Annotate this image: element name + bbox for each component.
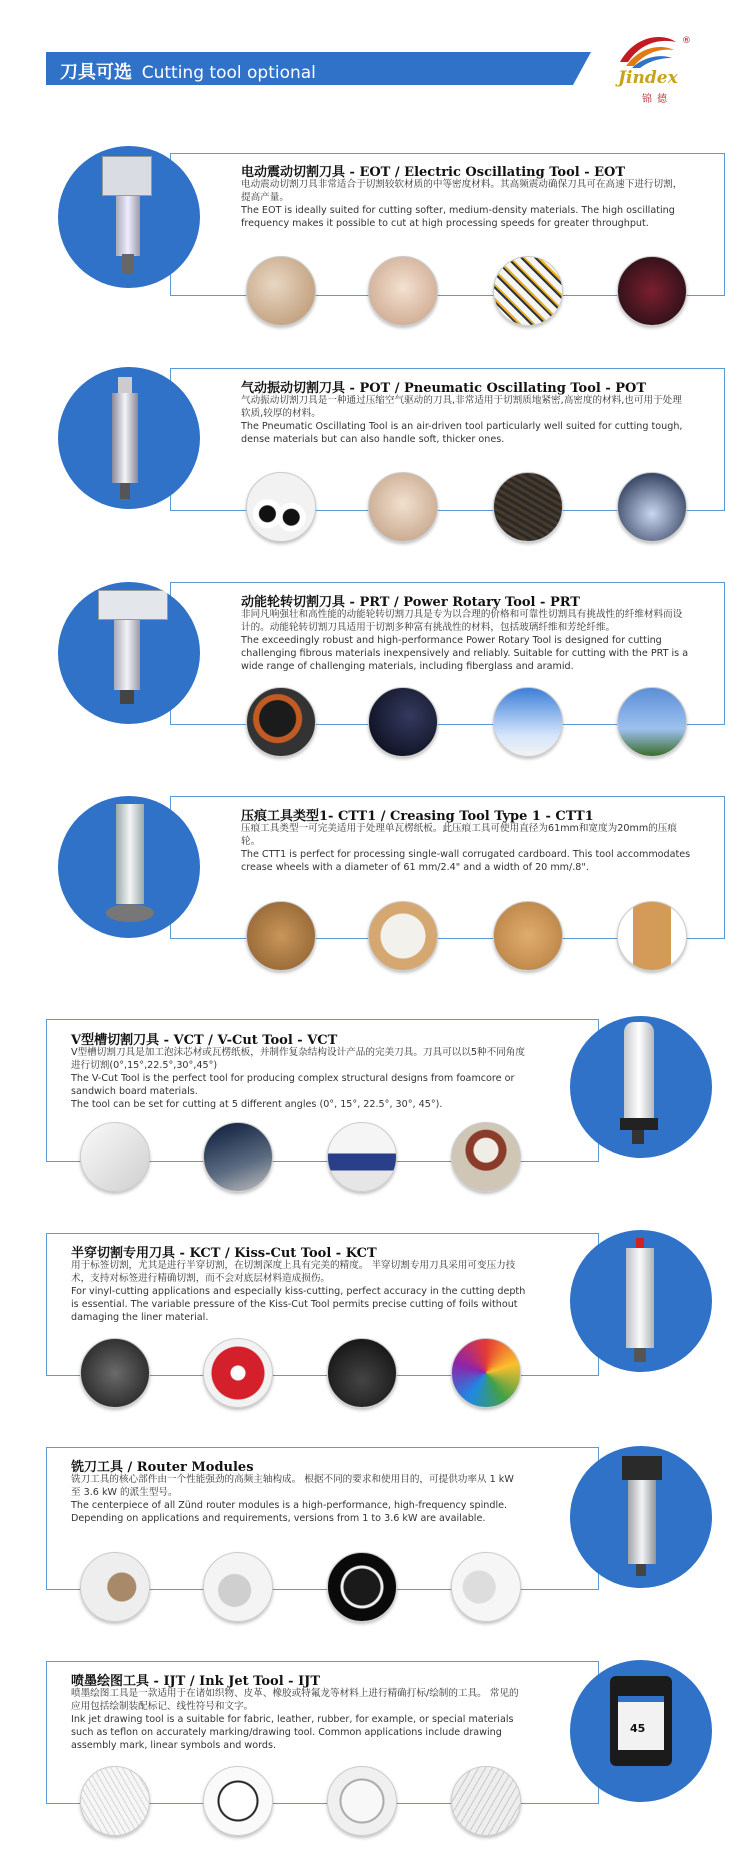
sample-thumbnail	[327, 1122, 397, 1192]
description-cn: V型槽切割刀具是加工泡沫芯材或瓦楞纸板，并制作复杂结构设计产品的完美刀具。刀具可以以5种不同角度进行切割(0°,15°,22.5°,30°,45°)	[71, 1047, 525, 1071]
section-title: 压痕工具类型1- CTT1 / Creasing Tool Type 1 - CTT1	[241, 809, 594, 824]
section-ctt1	[0, 787, 750, 947]
sample-thumbnail	[203, 1338, 273, 1408]
sample-thumbnail	[203, 1122, 273, 1192]
sample-thumbnail	[246, 256, 316, 326]
sample-thumbnail	[203, 1766, 273, 1836]
description-cn: 压痕工具类型一可完美适用于处理单瓦楞纸板。此压痕工具可使用直径为61mm和宽度为20mm的压痕轮。	[241, 823, 677, 847]
description-en-2: The tool can be set for cutting at 5 different angles (0°, 15°, 22.5°, 30°, 45°).	[71, 1099, 443, 1110]
logo-wordmark-cn: 锦德	[642, 94, 672, 105]
sample-thumbnail	[246, 472, 316, 542]
sample-thumbnail	[493, 472, 563, 542]
sample-thumbnail	[246, 687, 316, 757]
section-title: 半穿切割专用刀具 - KCT / Kiss-Cut Tool - KCT	[71, 1246, 377, 1261]
tool-image-router	[570, 1446, 712, 1588]
description-cn: 用于标签切割，尤其是进行半穿切割，在切割深度上具有完美的精度。 半穿切割专用刀具采用可变压力技术，支持对标签进行精确切割，而不会对底层材料造成损伤。	[71, 1260, 516, 1284]
section-title: 气动振动切割刀具 - POT / Pneumatic Oscillating Tool - POT	[241, 381, 647, 396]
tool-image-ijt	[570, 1660, 712, 1802]
description-en: Ink jet drawing tool is a suitable for fabric, leather, rubber, for example, or special materials such as teflon on accurately marking/drawing tool. Common applications include drawing assembly mark, linear symbols and words.	[71, 1714, 514, 1751]
tool-image-eot	[58, 146, 200, 288]
sample-thumbnail	[327, 1338, 397, 1408]
sample-thumbnail	[368, 687, 438, 757]
description-cn: 非同凡响强壮和高性能的动能轮转切割刀具是专为以合理的价格和可靠性切割具有挑战性的纤维材料而设计的。动能轮转切割刀具适用于切割多种富有挑战性的材料，包括玻璃纤维和芳纶纤维。	[241, 609, 683, 633]
sample-thumbnail	[246, 901, 316, 971]
tool-image-prt	[58, 582, 200, 724]
page-title-en: Cutting tool optional	[141, 63, 316, 83]
section-description	[241, 822, 691, 874]
section-pot	[0, 359, 750, 519]
section-description	[71, 1046, 526, 1111]
sample-thumbnail	[327, 1552, 397, 1622]
description-cn: 喷墨绘图工具是一款适用于在诸如织物、皮革、橡胶或特氟龙等材料上进行精确打标/绘制的工具。 常见的应用包括绘制装配标记、线性符号和文字。	[71, 1688, 519, 1712]
section-description	[241, 608, 691, 673]
tool-image-ctt1	[58, 796, 200, 938]
registered-mark: ®	[682, 36, 691, 46]
description-cn: 铣刀工具的核心部件由一个性能强劲的高频主轴构成。 根据不同的要求和使用目的，可提供功率从 1 kW 至 3.6 kW 的派生型号。	[71, 1474, 514, 1498]
tool-image-kct	[570, 1230, 712, 1372]
section-title: 动能轮转切割刀具 - PRT / Power Rotary Tool - PRT	[241, 595, 580, 610]
sample-thumbnail	[451, 1122, 521, 1192]
sample-thumbnail	[80, 1552, 150, 1622]
sample-thumbnail	[451, 1338, 521, 1408]
section-ijt	[0, 1652, 750, 1852]
section-eot	[0, 143, 750, 303]
page-title-cn: 刀具可选	[60, 62, 132, 83]
description-cn: 气动振动切割刀具是一种通过压缩空气驱动的刀具,非常适用于切割质地紧密,高密度的材料,也可用于处理软质,较厚的材料。	[241, 395, 682, 419]
sample-thumbnail	[451, 1552, 521, 1622]
logo-wordmark: Jindex	[618, 68, 678, 88]
section-kct	[0, 1224, 750, 1384]
cartridge-label: 45	[630, 1722, 646, 1735]
sample-thumbnail	[493, 687, 563, 757]
section-prt	[0, 573, 750, 733]
logo-swoosh-icon	[614, 32, 684, 72]
sample-thumbnail	[80, 1122, 150, 1192]
sample-thumbnail	[617, 901, 687, 971]
sample-thumbnail	[617, 472, 687, 542]
sample-thumbnail	[617, 256, 687, 326]
page-title	[60, 58, 316, 84]
section-title: 铣刀工具 / Router Modules	[71, 1460, 254, 1475]
description-en: The CTT1 is perfect for processing single-wall corrugated cardboard. This tool accommodates crease wheels with a diameter of 61 mm/2.4" and a width of 20 mm/.8".	[241, 849, 691, 873]
sample-thumbnail	[80, 1766, 150, 1836]
section-vct	[0, 1009, 750, 1169]
description-en: The Pneumatic Oscillating Tool is an air-driven tool particularly well suited for cutting tough, dense materials but can also handle soft, thicker ones.	[241, 421, 683, 445]
section-description	[71, 1687, 526, 1752]
sample-thumbnail	[493, 256, 563, 326]
section-description	[241, 394, 686, 446]
description-en: The V-Cut Tool is the perfect tool for producing complex structural designs from foamcore or sandwich board materials.	[71, 1073, 515, 1097]
tool-image-vct	[570, 1016, 712, 1158]
tool-image-pot	[58, 367, 200, 509]
sample-thumbnail	[203, 1552, 273, 1622]
sample-thumbnail	[451, 1766, 521, 1836]
description-en: The centerpiece of all Zünd router modules is a high-performance, high-frequency spindle. Depending on applications and requirements, versions from 1 to 3.6 kW are available.	[71, 1500, 508, 1524]
description-en: The exceedingly robust and high-performance Power Rotary Tool is designed for cutting challenging fibrous materials inexpensively and reliably. Suitable for cutting with the PRT is a wide range of challenging materials, including fiberglass and aramid.	[241, 635, 689, 672]
sample-thumbnail	[493, 901, 563, 971]
sample-thumbnail	[368, 256, 438, 326]
section-description	[71, 1473, 526, 1525]
section-title: 喷墨绘图工具 - IJT / Ink Jet Tool - IJT	[71, 1674, 320, 1689]
section-description	[241, 178, 686, 230]
brand-logo	[610, 32, 692, 108]
header-banner	[46, 52, 591, 85]
sample-thumbnail	[368, 472, 438, 542]
sample-thumbnail	[368, 901, 438, 971]
section-description	[71, 1259, 526, 1324]
description-en: For vinyl-cutting applications and especially kiss-cutting, perfect accuracy in the cutting depth is essential. The variable pressure of the Kiss-Cut Tool permits precise cutting of foils without damaging the liner material.	[71, 1286, 526, 1323]
sample-thumbnail	[80, 1338, 150, 1408]
description-en: The EOT is ideally suited for cutting softer, medium-density materials. The high oscillating frequency makes it possible to cut at high processing speeds for greater throughput.	[241, 205, 675, 229]
sample-thumbnail	[617, 687, 687, 757]
sample-thumbnail	[327, 1766, 397, 1836]
section-router	[0, 1438, 750, 1598]
description-cn: 电动震动切割刀具非常适合于切割较软材质的中等密度材料。其高频震动确保刀具可在高速下进行切割，提高产量。	[241, 179, 683, 203]
section-title: V型槽切割刀具 - VCT / V-Cut Tool - VCT	[71, 1033, 338, 1048]
section-title: 电动震动切割刀具 - EOT / Electric Oscillating Tool - EOT	[241, 165, 626, 180]
